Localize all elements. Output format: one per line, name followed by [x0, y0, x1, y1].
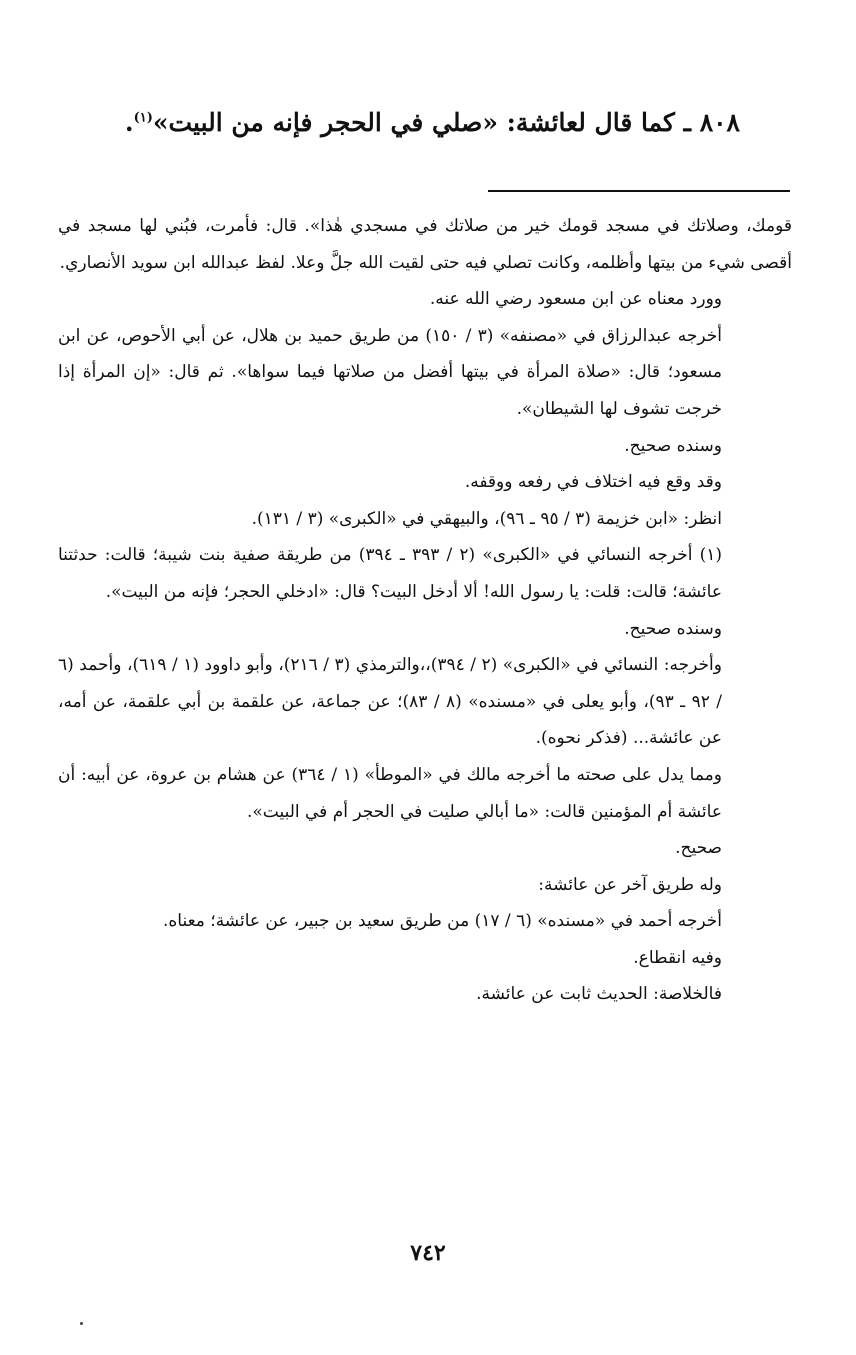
page-number: ٧٤٢: [410, 1240, 446, 1266]
scan-speck: [80, 1322, 83, 1325]
paragraph: وسنده صحيح.: [624, 435, 722, 456]
paragraph: وسنده صحيح.: [624, 618, 722, 639]
paragraph: أخرجه أحمد في «مسنده» (٦ / ١٧) من طريق سعيد بن جبير، عن عائشة؛ معناه.: [162, 911, 722, 932]
footnote-marker: (١): [133, 110, 153, 126]
footnote-separator: [488, 190, 790, 192]
paragraph: فالخلاصة: الحديث ثابت عن عائشة.: [476, 984, 722, 1005]
paragraph: وأخرجه: النسائي في «الكبرى» (٢ / ٣٩٤)،،والترمذي (٣ / ٢١٦)، وأبو داوود (١ / ٦١٩)، وأحمد (٦ / ٩٢ ـ ٩٣)، وأبو يعلى في «مسنده» (٨ / ٨٣)؛ عن جماعة، عن علقمة بن أبي علقمة، عن أمه، عن عائشة... (فذكر نحوه).: [58, 655, 723, 749]
paragraph: أخرجه عبدالرزاق في «مصنفه» (٣ / ١٥٠) من طريق حميد بن هلال، عن أبي الأحوص، عن ابن مسعود؛ قال: «صلاة المرأة في بيتها أفضل من صلاتها فيما سواها». ثم قال: «إن المرأة إذا خرجت تشوف لها الشيطان».: [58, 325, 722, 419]
heading-text: ٨٠٨ ـ كما قال لعائشة: «صلي في الحجر فإنه من البيت»: [152, 108, 740, 137]
paragraph: (١) أخرجه النسائي في «الكبرى» (٢ / ٣٩٣ ـ ٣٩٤) من طريقة صفية بنت شيبة؛ قالت: حدثتنا عائشة؛ قالت: قلت: يا رسول الله! ألا أدخل البيت؟ قال: «ادخلي الحجر؛ فإنه من البيت».: [58, 545, 722, 602]
footnote-body: [58, 208, 792, 1013]
paragraph: انظر: «ابن خزيمة (٣ / ٩٥ ـ ٩٦)، والبيهقي في «الكبرى» (٣ / ١٣١).: [251, 508, 722, 529]
paragraph: وورد معناه عن ابن مسعود رضي الله عنه.: [429, 289, 722, 310]
heading-end: .: [124, 108, 134, 137]
paragraph: قومك، وصلاتك في مسجد قومك خير من صلاتك في مسجدي هٰذا». قال: فأمرت، فبُني لها مسجد في أقصى شيء من بيتها وأظلمه، وكانت تصلي فيه حتى لقيت الله جلَّ وعلا. لفظ عبدالله ابن سويد الأنصاري.: [58, 216, 792, 273]
paragraph: وقد وقع فيه اختلاف في رفعه ووقفه.: [464, 472, 722, 493]
paragraph: ومما يدل على صحته ما أخرجه مالك في «الموطأ» (١ / ٣٦٤) عن هشام بن عروة، عن أبيه: أن عائشة أم المؤمنين قالت: «ما أبالي صليت في الحجر أم في البيت».: [58, 764, 722, 822]
hadith-heading: [120, 108, 740, 137]
paragraph: وله طريق آخر عن عائشة:: [538, 874, 722, 895]
paragraph: صحيح.: [675, 838, 722, 859]
paragraph: وفيه انقطاع.: [633, 947, 722, 968]
